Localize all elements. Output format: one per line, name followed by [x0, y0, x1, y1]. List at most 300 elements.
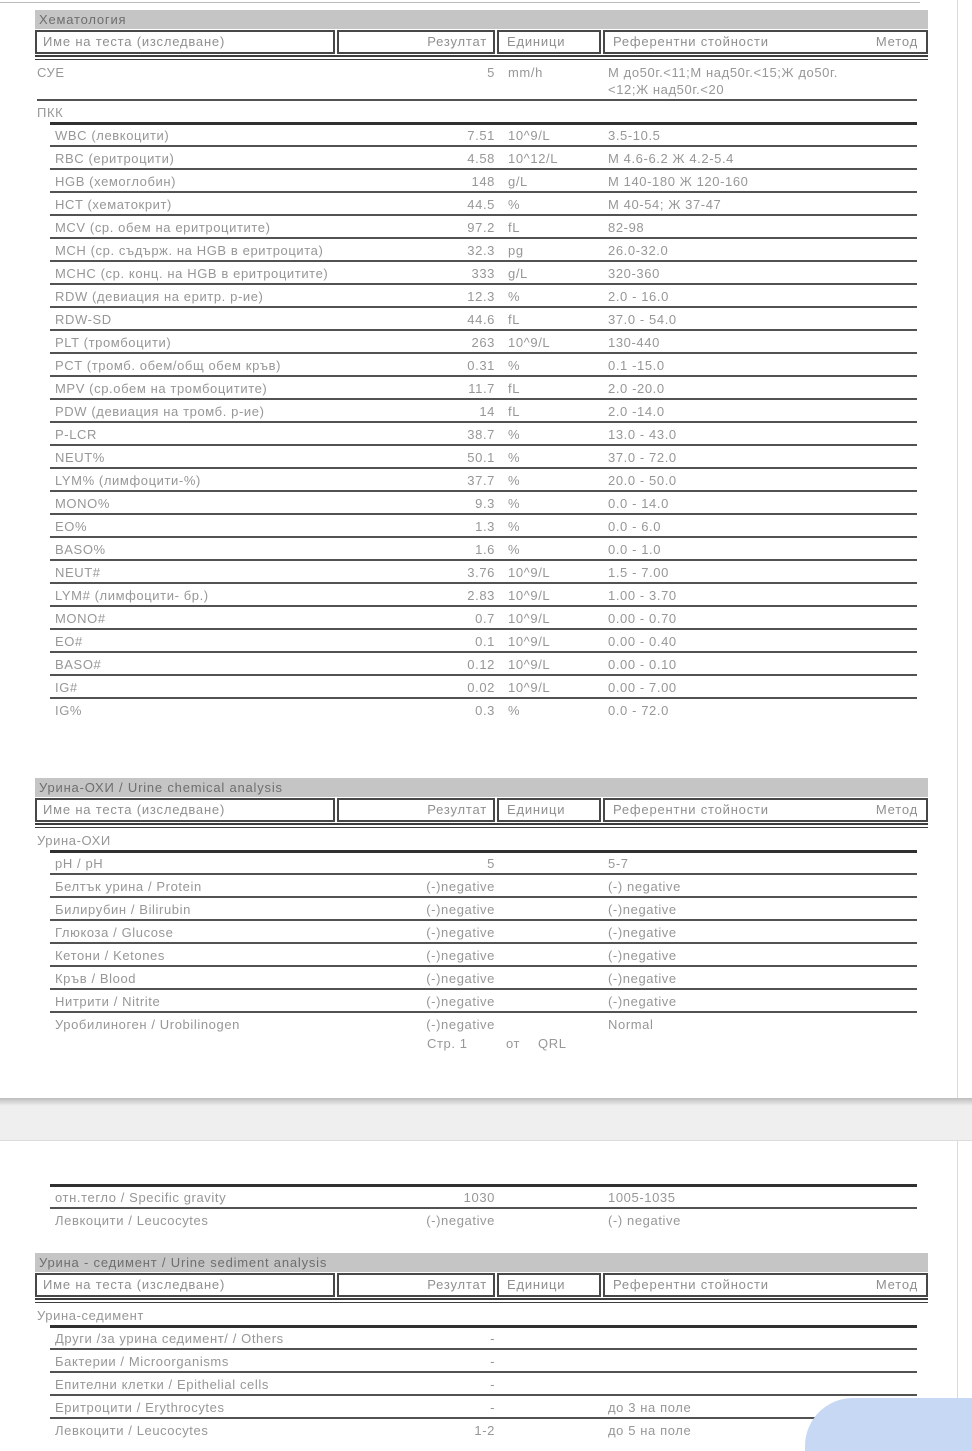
- test-name: BASO%: [55, 542, 106, 557]
- result-value: 44.5: [467, 197, 495, 212]
- result-value: 0.31: [467, 358, 495, 373]
- row-separator-line: [50, 582, 917, 584]
- table-row: [35, 330, 928, 353]
- row-separator-line: [50, 1011, 917, 1013]
- test-name: СУЕ: [37, 65, 65, 80]
- table-row: [35, 1349, 928, 1372]
- reference-text: М 40-54; Ж 37-47: [608, 197, 722, 212]
- units-value: fL: [508, 404, 521, 419]
- units-value: %: [508, 542, 521, 557]
- result-value: 2.83: [467, 588, 495, 603]
- table-row: [35, 698, 928, 721]
- test-name: NEUT#: [55, 565, 101, 580]
- row-separator-line: [50, 490, 917, 492]
- test-name: Урина-ОХИ: [37, 833, 111, 848]
- row-separator-line: [50, 559, 917, 561]
- test-name: RDW-SD: [55, 312, 112, 327]
- section-urine-chemical-continued: [35, 1185, 928, 1231]
- row-separator-line: [50, 260, 917, 262]
- table-row: [35, 874, 928, 897]
- test-name: MONO#: [55, 611, 106, 626]
- reference-range: [603, 1212, 928, 1229]
- section-urine-chemical: [35, 778, 928, 1035]
- reference-text: (-) negative: [608, 879, 681, 894]
- test-name: MCH (ср. съдърж. на HGB в еритроцита): [55, 243, 324, 258]
- test-name: Белтък урина / Protein: [55, 879, 202, 894]
- reference-text: до 5 на поле: [608, 1423, 692, 1438]
- result-value: 14: [479, 404, 495, 419]
- section-title-bar: Урина - седимент / Urine sediment analysis: [35, 1253, 928, 1272]
- reference-range: [603, 679, 928, 696]
- result-value: 333: [471, 266, 495, 281]
- result-value: 1030: [463, 1190, 495, 1205]
- table-row: [35, 1208, 928, 1231]
- table-row: [35, 629, 928, 652]
- reference-text: 0.0 - 1.0: [608, 542, 662, 557]
- reference-text: 2.0 -14.0: [608, 404, 665, 419]
- test-name: MCHC (ср. конц. на HGB в еритроцитите): [55, 266, 329, 281]
- test-name: MPV (ср.обем на тромбоцитите): [55, 381, 268, 396]
- units-value: g/L: [508, 174, 528, 189]
- result-value: 9.3: [475, 496, 495, 511]
- reference-range: [603, 265, 928, 282]
- table-row: [35, 445, 928, 468]
- reference-text: 0.00 - 0.10: [608, 657, 677, 672]
- result-value: 32.3: [467, 243, 495, 258]
- table-row: [35, 215, 928, 238]
- reference-range: [603, 495, 928, 512]
- reference-range: [603, 357, 928, 374]
- units-value: 10^9/L: [508, 128, 551, 143]
- table-row: [35, 583, 928, 606]
- reference-text: (-)negative: [608, 948, 677, 963]
- result-value: 0.1: [475, 634, 495, 649]
- result-value: 11.7: [468, 381, 495, 396]
- reference-range: [603, 656, 928, 673]
- result-value: 0.7: [475, 611, 495, 626]
- reference-text: 20.0 - 50.0: [608, 473, 677, 488]
- reference-text: 37.0 - 54.0: [608, 312, 677, 327]
- units-value: fL: [508, 381, 521, 396]
- reference-text: 3.5-10.5: [608, 128, 661, 143]
- units-value: %: [508, 450, 521, 465]
- result-value: (-)negative: [426, 1213, 495, 1228]
- reference-range: [603, 855, 928, 872]
- reference-range: [603, 219, 928, 236]
- page-number: Стр. 1: [427, 1036, 468, 1051]
- column-header-test-name: Име на теста (изследване): [35, 1273, 335, 1297]
- units-value: 10^9/L: [508, 588, 551, 603]
- table-row: [35, 1326, 928, 1349]
- table-row: [35, 1372, 928, 1395]
- test-name: NEUT%: [55, 450, 105, 465]
- table-row: [35, 261, 928, 284]
- table-row: [35, 146, 928, 169]
- row-separator-line: [50, 850, 917, 853]
- row-separator-line: [50, 628, 917, 630]
- urine-sediment-rows: [35, 1303, 928, 1441]
- page-footer: [35, 1036, 928, 1054]
- reference-range: [603, 472, 928, 489]
- row-separator-line: [50, 674, 917, 676]
- reference-text: 0.0 - 6.0: [608, 519, 662, 534]
- result-value: (-)negative: [426, 879, 495, 894]
- reference-range: [603, 127, 928, 144]
- units-value: %: [508, 427, 521, 442]
- result-value: 7.51: [467, 128, 495, 143]
- table-row: [35, 652, 928, 675]
- result-value: (-)negative: [426, 971, 495, 986]
- urine-chemical-rows: [35, 828, 928, 1035]
- test-name: pH / pH: [55, 856, 104, 871]
- reference-range: [603, 196, 928, 213]
- table-row: [35, 989, 928, 1012]
- clipped-content-line: [0, 2, 920, 3]
- reference-text: 2.0 - 16.0: [608, 289, 669, 304]
- units-value: fL: [508, 312, 521, 327]
- row-separator-line: [50, 605, 917, 607]
- table-row: [35, 376, 928, 399]
- reference-text: 0.0 - 72.0: [608, 703, 669, 718]
- reference-range: [603, 993, 928, 1010]
- reference-text: 5-7: [608, 856, 629, 871]
- result-value: 38.7: [467, 427, 495, 442]
- table-row: [35, 238, 928, 261]
- units-value: 10^9/L: [508, 634, 551, 649]
- row-separator-line: [50, 988, 917, 990]
- table-row: [35, 675, 928, 698]
- reference-text: 0.00 - 0.40: [608, 634, 677, 649]
- row-separator-line: [50, 965, 917, 967]
- result-value: 44.6: [467, 312, 495, 327]
- footer-of-label: от: [506, 1036, 521, 1051]
- row-separator-line: [50, 237, 917, 239]
- reference-text: 0.00 - 7.00: [608, 680, 677, 695]
- test-name: PDW (девиация на тромб. р-ие): [55, 404, 265, 419]
- section-title-bar: Урина-ОХИ / Urine chemical analysis: [35, 778, 928, 797]
- reference-text: М 4.6-6.2 Ж 4.2-5.4: [608, 151, 735, 166]
- units-value: mm/h: [508, 65, 543, 80]
- reference-range: [603, 380, 928, 397]
- test-name: BASO#: [55, 657, 102, 672]
- test-name: PCT (тромб. обем/общ обем кръв): [55, 358, 282, 373]
- test-name: Левкоцити / Leucocytes: [55, 1423, 209, 1438]
- reference-text: 130-440: [608, 335, 660, 350]
- row-separator-line: [50, 375, 917, 377]
- result-value: (-)negative: [426, 1017, 495, 1032]
- row-separator-line: [50, 444, 917, 446]
- reference-range: [603, 288, 928, 305]
- test-name: Еритроцити / Erythrocytes: [55, 1400, 225, 1415]
- row-separator-line: [50, 1348, 917, 1350]
- group-row: [35, 100, 928, 123]
- table-row: [35, 1418, 928, 1441]
- reference-range: [603, 518, 928, 535]
- test-name: Левкоцити / Leucocytes: [55, 1213, 209, 1228]
- reference-range: [603, 541, 928, 558]
- table-row: [35, 560, 928, 583]
- row-separator-line: [50, 1207, 917, 1209]
- reference-text: (-)negative: [608, 971, 677, 986]
- result-value: -: [490, 1331, 495, 1346]
- footer-code: QRL: [538, 1036, 567, 1051]
- column-header-result: Резултат: [337, 30, 495, 54]
- table-row: [35, 1012, 928, 1035]
- table-row: [35, 966, 928, 989]
- row-separator-line: [50, 421, 917, 423]
- result-value: -: [490, 1400, 495, 1415]
- test-name: WBC (левкоцити): [55, 128, 170, 143]
- row-separator-line: [50, 352, 917, 354]
- column-header-reference: Референтни стойности: [613, 1277, 769, 1292]
- result-value: 5: [487, 856, 495, 871]
- test-name: Епителни клетки / Epithelial cells: [55, 1377, 269, 1392]
- row-separator-line: [50, 1371, 917, 1373]
- row-separator-line: [50, 283, 917, 285]
- result-value: (-)negative: [426, 902, 495, 917]
- test-name: Нитрити / Nitrite: [55, 994, 161, 1009]
- column-header-method: Метод: [875, 802, 918, 817]
- table-row: [35, 943, 928, 966]
- result-value: 0.3: [475, 703, 495, 718]
- units-value: %: [508, 519, 521, 534]
- row-separator-line: [50, 467, 917, 469]
- test-name: LYM% (лимфоцити-%): [55, 473, 201, 488]
- result-value: (-)negative: [426, 925, 495, 940]
- table-row: [35, 606, 928, 629]
- test-name: Други /за урина седимент/ / Others: [55, 1331, 284, 1346]
- result-value: 0.12: [467, 657, 495, 672]
- reference-text: 26.0-32.0: [608, 243, 669, 258]
- test-name: HGB (хемоглобин): [55, 174, 177, 189]
- test-name: P-LCR: [55, 427, 98, 442]
- row-separator-line: [50, 1184, 917, 1187]
- reference-text: 0.00 - 0.70: [608, 611, 677, 626]
- reference-text: 82-98: [608, 220, 645, 235]
- column-header-method: Метод: [875, 34, 918, 49]
- test-name: MONO%: [55, 496, 110, 511]
- table-row: [35, 284, 928, 307]
- table-header-row: [35, 30, 928, 54]
- reference-range: [603, 633, 928, 650]
- result-value: 97.2: [467, 220, 495, 235]
- row-separator-line: [50, 896, 917, 898]
- row-separator-line: [50, 329, 917, 331]
- column-header-reference-method: [603, 798, 928, 822]
- reference-range: [603, 311, 928, 328]
- floating-action-button[interactable]: [805, 1398, 972, 1451]
- result-value: 1-2: [474, 1423, 495, 1438]
- reference-text: 13.0 - 43.0: [608, 427, 677, 442]
- reference-range: [603, 1189, 928, 1206]
- reference-range: [603, 924, 928, 941]
- row-separator-line: [50, 398, 917, 400]
- column-header-units: Единици: [497, 1273, 601, 1297]
- test-name: RBC (еритроцити): [55, 151, 175, 166]
- units-value: 10^12/L: [508, 151, 559, 166]
- row-separator-line: [50, 651, 917, 653]
- result-value: 37.7: [467, 473, 495, 488]
- page-edge-line: [957, 0, 958, 1451]
- column-header-result: Резултат: [337, 798, 495, 822]
- result-value: 0.02: [467, 680, 495, 695]
- reference-range: [603, 587, 928, 604]
- test-name: EO#: [55, 634, 83, 649]
- result-value: 1.3: [475, 519, 495, 534]
- units-value: 10^9/L: [508, 680, 551, 695]
- units-value: 10^9/L: [508, 335, 551, 350]
- reference-range: [603, 150, 928, 167]
- units-value: fL: [508, 220, 521, 235]
- table-row: [35, 514, 928, 537]
- row-separator-line: [50, 1394, 917, 1396]
- units-value: 10^9/L: [508, 565, 551, 580]
- reference-range: [603, 173, 928, 190]
- column-header-test-name: Име на теста (изследване): [35, 798, 335, 822]
- table-header-row: [35, 798, 928, 822]
- result-value: -: [490, 1354, 495, 1369]
- hematology-rows: [35, 60, 928, 721]
- reference-range: [603, 449, 928, 466]
- row-separator-line: [50, 145, 917, 147]
- units-value: %: [508, 496, 521, 511]
- reference-range: [603, 426, 928, 443]
- test-name: IG#: [55, 680, 78, 695]
- reference-range: [603, 564, 928, 581]
- page-break-gap: [0, 1098, 972, 1141]
- reference-range: [603, 242, 928, 259]
- table-row: [35, 1185, 928, 1208]
- table-row: [35, 920, 928, 943]
- reference-range: [603, 403, 928, 420]
- reference-text: 0.1 -15.0: [608, 358, 665, 373]
- table-row: [35, 897, 928, 920]
- row-separator-line: [50, 214, 917, 216]
- units-value: g/L: [508, 266, 528, 281]
- table-row: [35, 399, 928, 422]
- row-separator-line: [50, 191, 917, 193]
- row-separator-line: [50, 697, 917, 699]
- result-value: 1.6: [475, 542, 495, 557]
- reference-range: [603, 1016, 928, 1033]
- test-name: Кръв / Blood: [55, 971, 137, 986]
- result-value: 148: [471, 174, 495, 189]
- result-value: 263: [471, 335, 495, 350]
- reference-text: (-)negative: [608, 925, 677, 940]
- reference-text: 0.0 - 14.0: [608, 496, 669, 511]
- row-separator-line: [50, 1417, 917, 1419]
- reference-text: 1005-1035: [608, 1190, 676, 1205]
- reference-text: 1.5 - 7.00: [608, 565, 669, 580]
- table-row: [35, 537, 928, 560]
- row-separator-line: [50, 1325, 917, 1328]
- reference-range: [603, 64, 928, 98]
- units-value: %: [508, 473, 521, 488]
- table-row: [35, 1395, 928, 1418]
- row-separator-line: [50, 942, 917, 944]
- column-header-reference: Референтни стойности: [613, 802, 769, 817]
- row-separator-line: [50, 122, 917, 125]
- test-name: EO%: [55, 519, 88, 534]
- table-row: [35, 123, 928, 146]
- test-name: Глюкоза / Glucose: [55, 925, 174, 940]
- result-value: (-)negative: [426, 948, 495, 963]
- test-name: PLT (тромбоцити): [55, 335, 172, 350]
- table-row: [35, 353, 928, 376]
- urine-chemical-continued-rows: [35, 1185, 928, 1231]
- units-value: pg: [508, 243, 524, 258]
- table-row: [35, 192, 928, 215]
- reference-range: [603, 947, 928, 964]
- reference-text: Normal: [608, 1017, 654, 1032]
- units-value: 10^9/L: [508, 611, 551, 626]
- table-row: [35, 60, 928, 100]
- result-value: -: [490, 1377, 495, 1392]
- column-header-reference: Референтни стойности: [613, 34, 769, 49]
- table-row: [35, 169, 928, 192]
- test-name: IG%: [55, 703, 83, 718]
- test-name: LYM# (лимфоцити- бр.): [55, 588, 209, 603]
- result-value: 5: [487, 65, 495, 80]
- table-row: [35, 468, 928, 491]
- column-header-method: Метод: [875, 1277, 918, 1292]
- reference-range: [603, 901, 928, 918]
- column-header-result: Резултат: [337, 1273, 495, 1297]
- units-value: 10^9/L: [508, 657, 551, 672]
- group-row: [35, 1303, 928, 1326]
- table-row: [35, 307, 928, 330]
- table-header-row: [35, 1273, 928, 1297]
- section-title-bar: Хематология: [35, 10, 928, 29]
- group-row: [35, 828, 928, 851]
- test-name: Билирубин / Bilirubin: [55, 902, 191, 917]
- column-header-units: Единици: [497, 30, 601, 54]
- reference-text: (-)negative: [608, 994, 677, 1009]
- reference-text: 1.00 - 3.70: [608, 588, 677, 603]
- result-value: 4.58: [467, 151, 495, 166]
- row-separator-line: [50, 919, 917, 921]
- row-separator-line: [50, 168, 917, 170]
- table-row: [35, 422, 928, 445]
- table-row: [35, 851, 928, 874]
- reference-text: до 3 на поле: [608, 1400, 692, 1415]
- row-separator-line: [37, 99, 917, 101]
- test-name: Бактерии / Microorganisms: [55, 1354, 229, 1369]
- column-header-reference-method: [603, 30, 928, 54]
- reference-text: 2.0 -20.0: [608, 381, 665, 396]
- reference-text: (-)negative: [608, 902, 677, 917]
- column-header-units: Единици: [497, 798, 601, 822]
- reference-text: М 140-180 Ж 120-160: [608, 174, 749, 189]
- section-hematology: [35, 10, 928, 721]
- column-header-reference-method: [603, 1273, 928, 1297]
- test-name: Кетони / Ketones: [55, 948, 165, 963]
- result-value: 12.3: [467, 289, 495, 304]
- reference-range: [603, 702, 928, 719]
- row-separator-line: [50, 306, 917, 308]
- reference-range: [603, 334, 928, 351]
- test-name: отн.тегло / Specific gravity: [55, 1190, 227, 1205]
- reference-range: [603, 610, 928, 627]
- test-name: RDW (девиация на еритр. р-ие): [55, 289, 264, 304]
- test-name: Уробилиноген / Urobilinogen: [55, 1017, 240, 1032]
- test-name: ПКК: [37, 105, 64, 120]
- reference-text: 37.0 - 72.0: [608, 450, 677, 465]
- reference-range: [603, 878, 928, 895]
- units-value: %: [508, 289, 521, 304]
- units-value: %: [508, 197, 521, 212]
- row-separator-line: [50, 513, 917, 515]
